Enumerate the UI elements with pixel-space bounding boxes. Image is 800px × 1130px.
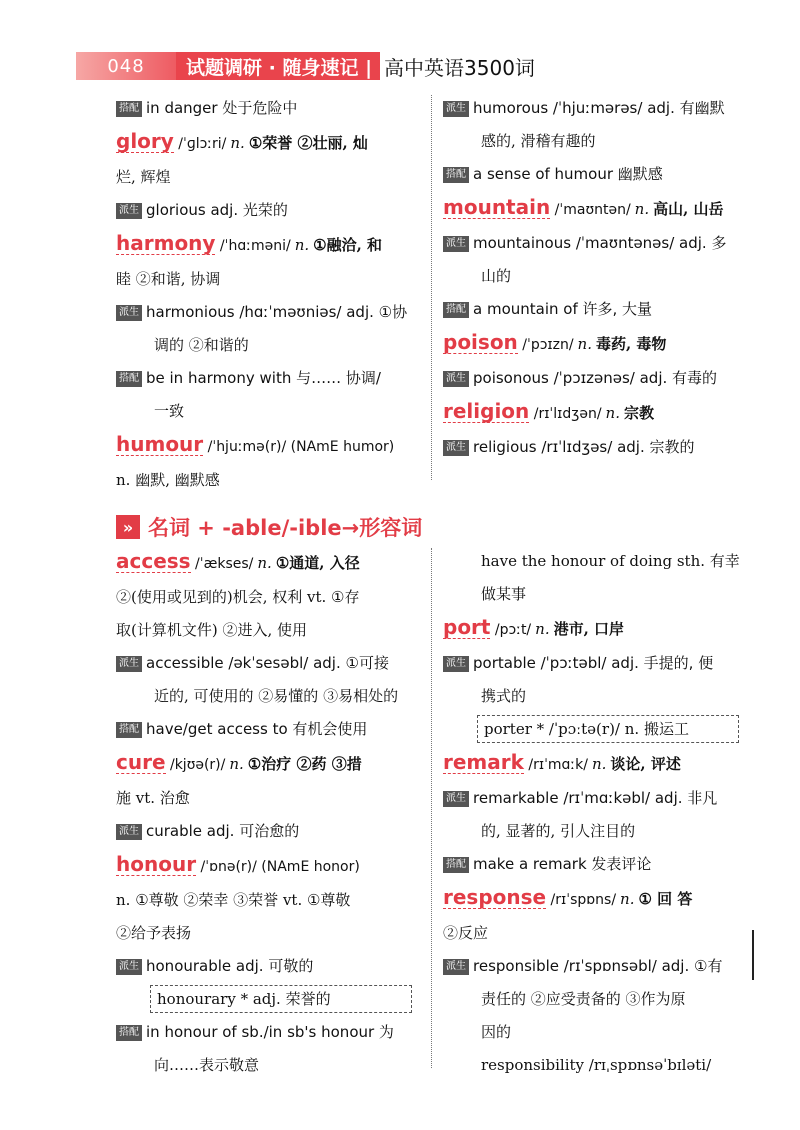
derivative-tag: 派生	[443, 101, 469, 117]
headword: access	[116, 549, 191, 573]
entry-headword-line	[116, 227, 428, 263]
entry-headword-line	[443, 326, 755, 362]
example-line: 一致	[154, 402, 185, 420]
entry-text: a sense of humour 幽默感	[473, 165, 663, 183]
page-number: 048	[76, 52, 176, 80]
boxed-note	[116, 983, 428, 1016]
entry-headword-line	[443, 746, 755, 782]
headword-underline	[443, 399, 530, 423]
example-line: 山的	[481, 267, 512, 285]
definition: 毒药, 毒物	[595, 335, 667, 353]
entry-headword-line	[443, 191, 755, 227]
derivative-tag: 派生	[443, 236, 469, 252]
book-title: 高中英语3500词	[384, 55, 535, 80]
example-line: 责任的 ②应受责备的 ③作为原	[481, 990, 686, 1008]
collocation-line	[443, 158, 755, 191]
example-line: 感的, 滑稽有趣的	[481, 132, 596, 150]
headword: harmony	[116, 231, 216, 255]
definition: ①治疗 ②药 ③措	[247, 755, 362, 773]
phonetic: /ˈhjuːmə(r)/ (NAmE humor)	[203, 439, 395, 455]
derivative-tag: 派生	[443, 440, 469, 456]
headword-underline	[443, 615, 491, 639]
derivative-line	[443, 647, 755, 680]
derivative-line	[116, 194, 428, 227]
column-bottom-left	[116, 545, 428, 1082]
phonetic: /rɪˈlɪdʒən/	[529, 406, 602, 422]
example-line: 调的 ②和谐的	[154, 336, 249, 354]
example-line: responsibility /rɪˌspɒnsəˈbɪləti/	[481, 1056, 712, 1074]
derivative-line	[116, 815, 428, 848]
headword: cure	[116, 750, 166, 774]
definition-line: 施 vt. 治愈	[116, 789, 190, 807]
derivative-tag: 派生	[443, 959, 469, 975]
definition: ① 回 答	[638, 890, 693, 908]
phonetic: /rɪˈspɒns/	[546, 892, 617, 908]
entry-text: harmonious /hɑːˈməʊniəs/ adj. ①协	[146, 303, 408, 321]
entry-headword-line	[116, 848, 428, 884]
headword-underline	[443, 330, 518, 354]
headword-underline	[116, 549, 191, 573]
phonetic: /ˈhɑːməni/	[215, 238, 291, 254]
entry-text: humorous /ˈhjuːmərəs/ adj. 有幽默	[473, 99, 725, 117]
headword-underline	[116, 231, 216, 255]
part-of-speech: n.	[257, 554, 272, 572]
collocation-line	[443, 293, 755, 326]
headword: glory	[116, 129, 174, 153]
derivative-line	[443, 431, 755, 464]
series-title: 试题调研 · 随身速记 |	[176, 52, 380, 80]
definition-line: n. ①尊敬 ②荣幸 ③荣誉 vt. ①尊敬	[116, 891, 351, 909]
entry-text: be in harmony with 与…… 协调/	[146, 369, 381, 387]
collocation-line	[116, 362, 428, 395]
entry-headword-line	[116, 545, 428, 581]
example-line: have the honour of doing sth. 有幸	[481, 552, 740, 570]
entry-text: portable /ˈpɔːtəbl/ adj. 手提的, 便	[473, 654, 714, 672]
column-divider-top	[431, 95, 432, 480]
headword-underline	[116, 432, 204, 456]
entry-text: curable adj. 可治愈的	[146, 822, 300, 840]
entry-text: glorious adj. 光荣的	[146, 201, 288, 219]
part-of-speech: n.	[634, 200, 650, 218]
example-line: 携式的	[481, 687, 527, 705]
phonetic: /pɔːt/	[490, 622, 532, 638]
column-bottom-right	[443, 545, 755, 1082]
entry-text: accessible /əkˈsesəbl/ adj. ①可接	[146, 654, 389, 672]
example-line: 向……表示敬意	[154, 1056, 260, 1074]
supplementary-word-box: honourary * adj. 荣誉的	[150, 985, 412, 1013]
headword-underline	[116, 852, 197, 876]
headword: remark	[443, 750, 524, 774]
phonetic: /rɪˈmɑːk/	[523, 757, 588, 773]
column-top-left	[116, 92, 428, 497]
derivative-tag: 派生	[116, 305, 142, 321]
entry-text: have/get access to 有机会使用	[146, 720, 368, 738]
entry-text: a mountain of 许多, 大量	[473, 300, 653, 318]
derivative-line	[443, 227, 755, 260]
derivative-tag: 派生	[116, 203, 142, 219]
derivative-line	[116, 647, 428, 680]
derivative-tag: 派生	[116, 656, 142, 672]
headword: port	[443, 615, 491, 639]
derivative-tag: 派生	[116, 824, 142, 840]
definition: 谈论, 评述	[610, 755, 681, 773]
entry-text: responsible /rɪˈspɒnsəbl/ adj. ①有	[473, 957, 723, 975]
phonetic: /ˈmaʊntən/	[550, 202, 631, 218]
definition-line: 烂, 辉煌	[116, 168, 171, 186]
part-of-speech: n.	[535, 620, 550, 638]
derivative-line	[116, 296, 428, 329]
column-top-right	[443, 92, 755, 464]
headword: religion	[443, 399, 530, 423]
collocation-line	[443, 848, 755, 881]
headword-underline	[443, 885, 547, 909]
headword: response	[443, 885, 547, 909]
headword: poison	[443, 330, 518, 354]
definition: ①融洽, 和	[313, 236, 383, 254]
entry-headword-line	[443, 611, 755, 647]
collocation-line	[116, 92, 428, 125]
entry-text: mountainous /ˈmaʊntənəs/ adj. 多	[473, 234, 727, 252]
headword-underline	[116, 129, 174, 153]
derivative-line	[443, 362, 755, 395]
definition: 宗教	[623, 404, 654, 422]
definition-line: ②(使用或见到的)机会, 权利 vt. ①存	[116, 588, 360, 606]
example-line: 近的, 可使用的 ②易懂的 ③易相处的	[154, 687, 399, 705]
collocation-tag: 搭配	[443, 302, 469, 318]
part-of-speech: n.	[577, 335, 592, 353]
collocation-tag: 搭配	[116, 722, 142, 738]
phonetic: /ˈpɔɪzn/	[517, 337, 574, 353]
part-of-speech: n.	[620, 890, 635, 908]
headword-underline	[443, 750, 524, 774]
part-of-speech: n.	[230, 134, 245, 152]
page-edge-mark	[752, 930, 754, 980]
entry-text: in danger 处于危险中	[146, 99, 298, 117]
example-line: 做某事	[481, 585, 527, 603]
headword-underline	[116, 750, 166, 774]
entry-headword-line	[116, 125, 428, 161]
headword: humour	[116, 432, 204, 456]
phonetic: /ˈækses/	[190, 556, 254, 572]
definition-line: ②反应	[443, 924, 489, 942]
supplementary-word-box: porter * /ˈpɔːtə(r)/ n. 搬运工	[477, 715, 739, 743]
definition: 高山, 山岳	[653, 200, 724, 218]
headword-underline	[443, 195, 551, 219]
definition: ①通道, 入径	[275, 554, 360, 572]
part-of-speech: n.	[605, 404, 620, 422]
headword: mountain	[443, 195, 551, 219]
derivative-tag: 派生	[443, 371, 469, 387]
collocation-tag: 搭配	[116, 371, 142, 387]
double-chevron-icon: »	[116, 515, 140, 539]
collocation-line	[116, 1016, 428, 1049]
boxed-note	[443, 713, 755, 746]
definition-line: n. 幽默, 幽默感	[116, 471, 220, 489]
derivative-tag: 派生	[443, 791, 469, 807]
entry-headword-line	[116, 428, 428, 464]
example-line: 因的	[481, 1023, 512, 1041]
definition-line: ②给予表扬	[116, 924, 192, 942]
derivative-line	[443, 950, 755, 983]
entry-headword-line	[443, 395, 755, 431]
section-title-text: 名词 + -able/-ible→形容词	[148, 516, 423, 540]
definition: ①荣誉 ②壮丽, 灿	[248, 134, 368, 152]
phonetic: /ˈɡlɔːri/	[173, 136, 227, 152]
entry-text: religious /rɪˈlɪdʒəs/ adj. 宗教的	[473, 438, 695, 456]
part-of-speech: n.	[229, 755, 244, 773]
part-of-speech: n.	[294, 236, 310, 254]
entry-text: honourable adj. 可敬的	[146, 957, 314, 975]
phonetic: /ˈɒnə(r)/ (NAmE honor)	[196, 859, 360, 875]
derivative-line	[443, 782, 755, 815]
derivative-tag: 派生	[116, 959, 142, 975]
collocation-line	[116, 713, 428, 746]
entry-text: poisonous /ˈpɔɪzənəs/ adj. 有毒的	[473, 369, 718, 387]
column-divider-bottom	[431, 548, 432, 1068]
collocation-tag: 搭配	[443, 167, 469, 183]
definition-line: 睦 ②和谐, 协调	[116, 270, 221, 288]
headword: honour	[116, 852, 197, 876]
section-title	[116, 512, 422, 542]
phonetic: /kjʊə(r)/	[165, 757, 226, 773]
entry-text: in honour of sb./in sb's honour 为	[146, 1023, 394, 1041]
collocation-tag: 搭配	[116, 101, 142, 117]
page-header	[76, 50, 535, 82]
derivative-tag: 派生	[443, 656, 469, 672]
entry-headword-line	[443, 881, 755, 917]
derivative-line	[116, 950, 428, 983]
collocation-tag: 搭配	[116, 1025, 142, 1041]
entry-text: make a remark 发表评论	[473, 855, 652, 873]
entry-headword-line	[116, 746, 428, 782]
entry-text: remarkable /rɪˈmɑːkəbl/ adj. 非凡	[473, 789, 718, 807]
collocation-tag: 搭配	[443, 857, 469, 873]
derivative-line	[443, 92, 755, 125]
definition-line: 取(计算机文件) ②进入, 使用	[116, 621, 308, 639]
part-of-speech: n.	[591, 755, 607, 773]
definition: 港市, 口岸	[553, 620, 625, 638]
example-line: 的, 显著的, 引人注目的	[481, 822, 636, 840]
